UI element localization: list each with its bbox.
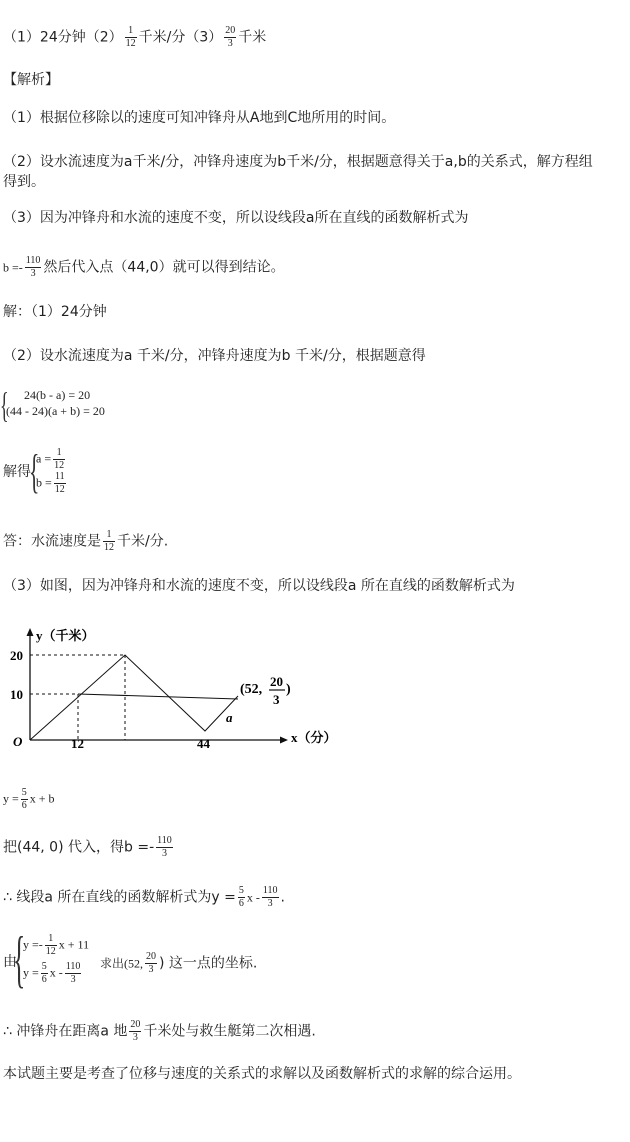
y-tick-10: 10: [10, 687, 23, 702]
result-line: ∴ 线段a 所在直线的函数解析式为y = $\frac{5}{6}$ x - $\frac{110}{3}$ .: [3, 885, 285, 909]
point-label-post: ): [286, 682, 291, 697]
x-axis-arrow: [280, 737, 288, 744]
analysis-line-3: （3）因为冲锋舟和水流的速度不变，所以设线段a所在直线的函数解析式为: [3, 210, 469, 226]
point-label-n: 20: [270, 674, 283, 689]
solve-label: 解得: [3, 464, 31, 480]
x-tick-44: 44: [197, 736, 210, 751]
equation-brace: {: [0, 385, 9, 425]
analysis-line-4: b =- $\frac{110}{3}$ 然后代入点（44,0）就可以得到结论。: [3, 255, 285, 279]
answer-text-1: （1）24分钟（2）: [3, 29, 123, 46]
system-eq-1: y =- $\frac{1}{12}$ x + 11: [23, 933, 90, 957]
segment-a-label: a: [226, 710, 233, 725]
raft-line: [78, 694, 238, 699]
line-equation: y = $\frac{5}{6}$ x + b: [3, 787, 55, 811]
fraction-110-3: $\frac{110}{3}$: [25, 255, 41, 279]
y-tick-20: 20: [10, 648, 23, 663]
boat-path: [30, 655, 238, 740]
analysis-line-1: （1）根据位移除以的速度可知冲锋舟从A地到C地所用的时间。: [3, 110, 396, 126]
fraction-1-12: $\frac{1}{12}$: [125, 25, 136, 49]
distance-time-graph: [0, 620, 340, 760]
fraction-20-3: $\frac{20}{3}$: [225, 25, 236, 49]
equation-2: (44 - 24)(a + b) = 20: [6, 404, 105, 418]
point-label-pre: (52,: [240, 682, 263, 697]
answer-line: [3, 26, 266, 49]
equation-1: 24(b - a) = 20: [24, 388, 91, 402]
answer-water-speed: 答：水流速度是 $\frac{1}{12}$ 千米/分.: [3, 529, 169, 553]
point-label-d: 3: [273, 692, 280, 707]
answer-text-2: 千米/分（3）: [138, 29, 223, 46]
x-axis-label: x（分）: [291, 730, 337, 745]
system-brace: {: [13, 923, 26, 994]
analysis-heading: 【解析】: [3, 72, 59, 88]
system-label: 由: [3, 954, 17, 970]
system-tail: 求出(52, $\frac{20}{3}$ ) 这一点的坐标.: [100, 951, 258, 975]
solution-b: b = $\frac{11}{12}$: [36, 471, 65, 495]
x-tick-12: 12: [71, 736, 84, 751]
substitute-line: 把(44, 0) 代入，得b =- $\frac{110}{3}$: [3, 835, 172, 859]
origin-label: O: [13, 734, 23, 749]
summary-line: 本试题主要是考查了位移与速度的关系式的求解以及函数解析式的求解的综合运用。: [3, 1066, 521, 1082]
solution-a: a = $\frac{1}{12}$: [36, 447, 65, 471]
answer-text-3: 千米: [238, 29, 267, 46]
analysis-line-2b: 得到。: [3, 174, 45, 190]
y-axis-label: y（千米）: [36, 628, 95, 643]
analysis-line-2: （2）设水流速度为a千米/分，冲锋舟速度为b千米/分，根据题意得关于a,b的关系式，解方程组: [3, 154, 593, 170]
y-axis-arrow: [27, 628, 34, 636]
system-eq-2: y = $\frac{5}{6}$ x - $\frac{110}{3}$: [23, 961, 81, 985]
solution-line-1: 解：（1）24分钟: [3, 304, 107, 320]
solution-brace: {: [29, 445, 40, 498]
solution-line-2: （2）设水流速度为a 千米/分，冲锋舟速度为b 千米/分，根据题意得: [3, 348, 426, 364]
meeting-line: ∴ 冲锋舟在距离a 地 $\frac{20}{3}$ 千米处与救生艇第二次相遇.: [3, 1019, 316, 1043]
solution-line-3: （3）如图，因为冲锋舟和水流的速度不变，所以设线段a 所在直线的函数解析式为: [3, 578, 515, 594]
